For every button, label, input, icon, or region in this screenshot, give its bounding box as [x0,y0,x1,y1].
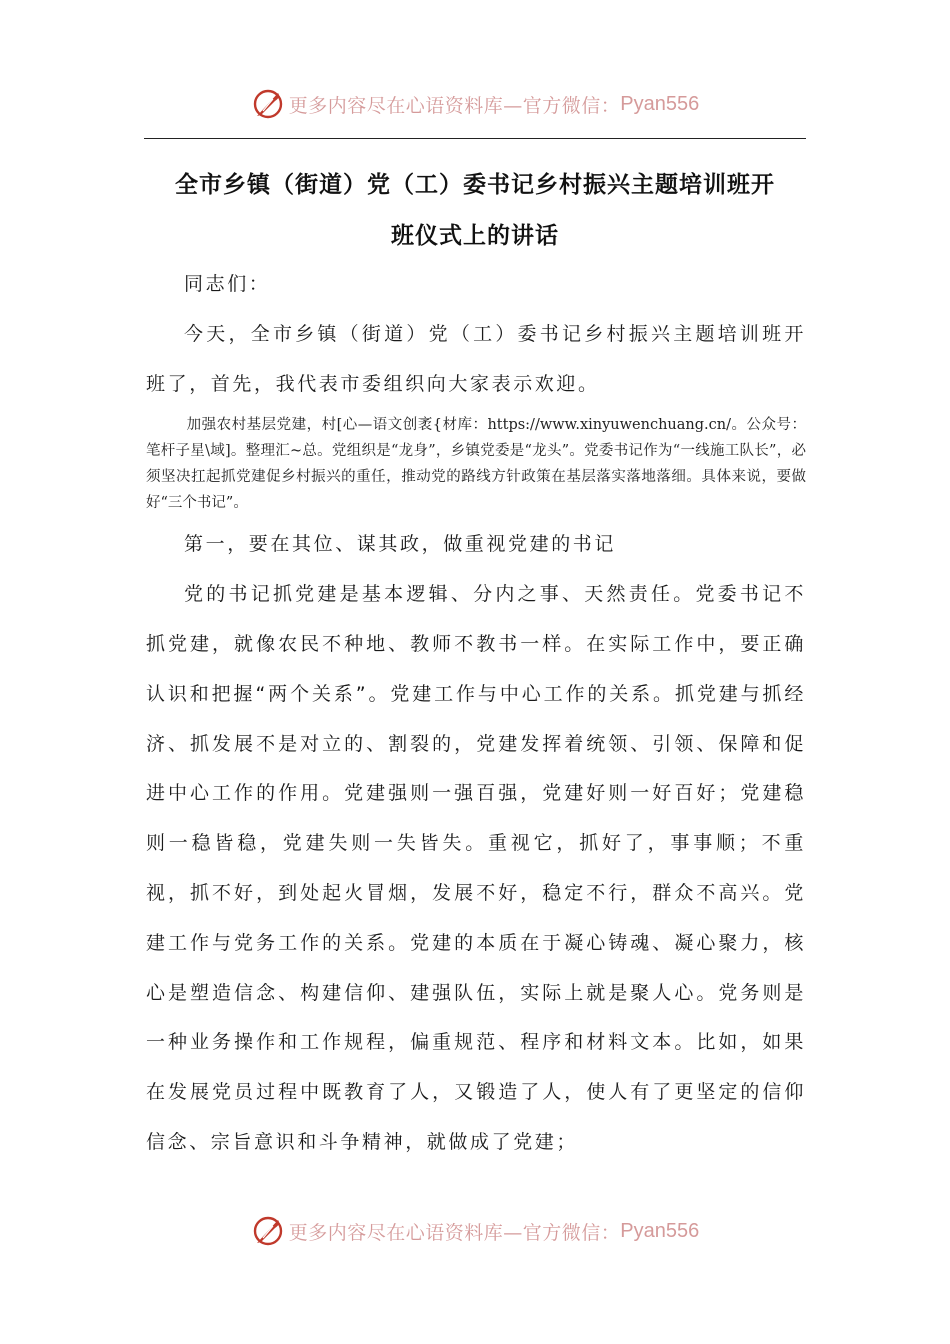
document-body [146,260,806,1168]
quill-logo-icon [251,87,285,121]
section-heading: 第一，要在其位、谋其政，做重视党建的书记 [184,533,617,556]
body-paragraph: 党的书记抓党建是基本逻辑、分内之事、天然责任。党委书记不抓党建，就像农民不种地、教师不教书一样。在实际工作中，要正确认识和把握“两个关系”。党建工作与中心工作的关系。抓党建与抓经济、抓发展不是对立的、割裂的，党建发挥着统领、引领、保障和促进中心工作的作用。党建强则一强百强，党建好则一好百好；党建稳则一稳皆稳，党建失则一失皆失。重视它，抓好了，事事顺；不重视，抓不好，到处起火冒烟，发展不好，稳定不行，群众不高兴。党建工作与党务工作的关系。党建的本质在于凝心铸魂、凝心聚力，核心是塑造信念、构建信仰、建强队伍，实际上就是聚人心。党务则是一种业务操作和工作规程，偏重规范、程序和材料文本。比如，如果在发展党员过程中既教育了人，又锻造了人，使人有了更坚定的信仰信念、宗旨意识和斗争精神，就做成了党建； [146,583,806,1153]
banner-text: 更多内容尽在心语资料库—官方微信： [288,94,621,117]
document-title-line1: 全市乡镇（街道）党（工）委书记乡村振兴主题培训班开 [175,172,775,198]
opening-paragraph: 今天，全市乡镇（街道）党（工）委书记乡村振兴主题培训班开班了，首先，我代表市委组织向大家表示欢迎。 [146,322,806,395]
header-watermark [0,84,950,124]
salutation: 同志们： [184,273,271,295]
document-title-line2: 班仪式上的讲话 [391,223,559,249]
banner-handle: Pyan556 [620,92,700,115]
header-divider [144,138,806,139]
footer-watermark [0,1211,950,1251]
banner-text: 更多内容尽在心语资料库—官方微信： [288,1221,621,1244]
quill-logo-icon [251,1214,285,1248]
banner-handle: Pyan556 [620,1219,700,1242]
inline-note-paragraph: 加强农村基层党建，村[心—语文创袤{材库：https://www.xinyuwenchuang.cn/。公众号：笔杆子星\域]。整理汇~总。党组织是“龙身”，乡镇党委是“龙头”。党委书记作为“一线施工队长”，必须坚决扛起抓党建促乡村振兴的重任，推动党的路线方针政策在基层落实落地落细。具体来说，要做好“三个书记”。 [146,417,806,512]
